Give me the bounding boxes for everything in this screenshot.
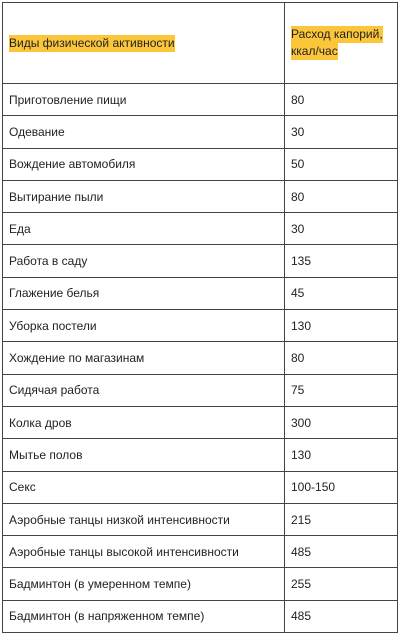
activity-cell: Глажение белья — [3, 277, 285, 309]
activity-cell: Одевание — [3, 116, 285, 148]
table-row — [3, 310, 398, 342]
table-row — [3, 213, 398, 245]
activity-cell: Уборка постели — [3, 310, 285, 342]
activity-cell: Мытье полов — [3, 439, 285, 471]
table-row — [3, 471, 398, 503]
table-row — [3, 439, 398, 471]
table-row — [3, 600, 398, 632]
calories-cell: 80 — [285, 84, 398, 116]
activity-cell: Секс — [3, 471, 285, 503]
activity-cell: Бадминтон (в напряженном темпе) — [3, 600, 285, 632]
table-row — [3, 277, 398, 309]
calories-cell: 130 — [285, 310, 398, 342]
table-row — [3, 374, 398, 406]
calories-cell: 300 — [285, 406, 398, 438]
activity-cell: Вождение автомобиля — [3, 148, 285, 180]
activity-cell: Приготовление пищи — [3, 84, 285, 116]
calories-cell: 50 — [285, 148, 398, 180]
table-row — [3, 245, 398, 277]
header-calories-label-line1: Расход капорий, — [291, 27, 383, 41]
calories-cell: 485 — [285, 536, 398, 568]
calorie-table — [2, 2, 398, 633]
activity-cell: Сидячая работа — [3, 374, 285, 406]
table-header-row — [3, 3, 398, 84]
table-row — [3, 116, 398, 148]
activity-cell: Бадминтон (в умеренном темпе) — [3, 568, 285, 600]
activity-cell: Еда — [3, 213, 285, 245]
calories-cell: 80 — [285, 342, 398, 374]
header-cell-activity — [3, 3, 285, 84]
table-row — [3, 84, 398, 116]
table-row — [3, 180, 398, 212]
activity-cell: Колка дров — [3, 406, 285, 438]
calories-cell: 100-150 — [285, 471, 398, 503]
calories-cell: 45 — [285, 277, 398, 309]
activity-cell: Аэробные танцы низкой интенсивности — [3, 503, 285, 535]
activity-cell: Аэробные танцы высокой интенсивности — [3, 536, 285, 568]
calories-cell: 30 — [285, 116, 398, 148]
table-row — [3, 503, 398, 535]
table-row — [3, 568, 398, 600]
calories-cell: 130 — [285, 439, 398, 471]
table-row — [3, 148, 398, 180]
table-row — [3, 342, 398, 374]
table-row — [3, 406, 398, 438]
activity-cell: Работа в саду — [3, 245, 285, 277]
header-cell-calories — [285, 3, 398, 84]
table-row — [3, 536, 398, 568]
activity-cell: Вытирание пыли — [3, 180, 285, 212]
calories-cell: 75 — [285, 374, 398, 406]
calories-cell: 215 — [285, 503, 398, 535]
header-calories-label-line2: ккал/час — [291, 44, 338, 58]
calories-cell: 80 — [285, 180, 398, 212]
calories-cell: 255 — [285, 568, 398, 600]
table-body — [3, 3, 398, 633]
header-activity-label: Виды физической активности — [9, 35, 175, 50]
calories-cell: 135 — [285, 245, 398, 277]
activity-cell: Хождение по магазинам — [3, 342, 285, 374]
calories-cell: 30 — [285, 213, 398, 245]
calories-cell: 485 — [285, 600, 398, 632]
